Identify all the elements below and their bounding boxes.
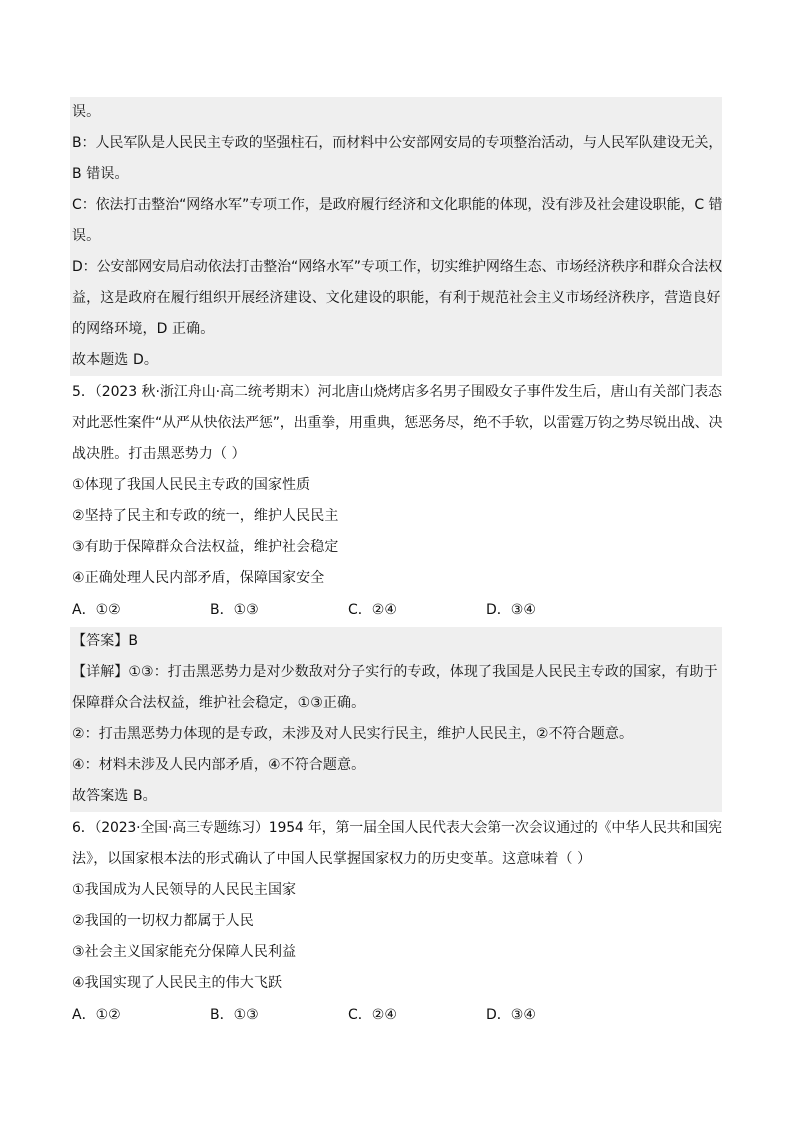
- q4-explanation-line: B：人民军队是人民民主专政的坚强柱石，而材料中公安部网安局的专项整治活动，与人民军队建设无关，: [72, 135, 723, 151]
- q4-conclusion-line: 故本题选 D。: [72, 352, 158, 368]
- q4-explanation-line: D：公安部网安局启动依法打击整治“网络水军”专项工作，切实维护网络生态、市场经济秩序和群众合法权: [72, 259, 723, 275]
- q4-explanation-line: B 错误。: [72, 166, 129, 182]
- q6-option-b: B．①③: [210, 1007, 259, 1023]
- q4-explanation-line: C：依法打击整治“网络水军”专项工作，是政府履行经济和文化职能的体现，没有涉及社会建设职能，C 错: [72, 197, 723, 213]
- q5-statement: ④正确处理人民内部矛盾，保障国家安全: [72, 570, 325, 586]
- q6-statement: ①我国成为人民领导的人民民主国家: [72, 882, 297, 898]
- q5-explanation-line: ②：打击黑恶势力体现的是专政，未涉及对人民实行民主，维护人民民主，②不符合题意。: [72, 726, 634, 742]
- q5-options: [72, 598, 722, 622]
- q5-conclusion-line: 故答案选 B。: [72, 788, 157, 804]
- q5-explanation-line: 【详解】①③：打击黑恶势力是对少数敌对分子实行的专政，体现了我国是人民民主专政的国家，有助于: [72, 664, 718, 680]
- q4-explanation-line: 误。: [72, 104, 101, 120]
- q6-statement: ②我国的一切权力都属于人民: [72, 913, 254, 929]
- q5-explanation-line: ④：材料未涉及人民内部矛盾，④不符合题意。: [72, 757, 366, 773]
- q5-option-d: D．③④: [486, 602, 536, 618]
- q5-answer: 【答案】B: [72, 633, 139, 649]
- q4-explanation-line: 的网络环境，D 正确。: [72, 321, 215, 337]
- q6-option-d: D．③④: [486, 1007, 536, 1023]
- q6-options: [72, 1003, 722, 1027]
- q4-explanation-line: 误。: [72, 228, 101, 244]
- q6-statement: ③社会主义国家能充分保障人民利益: [72, 944, 297, 960]
- q6-stem-line: 法》，以国家根本法的形式确认了中国人民掌握国家权力的历史变革。这意味着（ ）: [72, 851, 592, 867]
- q6-option-a: A．①②: [72, 1007, 121, 1023]
- q5-option-a: A．①②: [72, 602, 121, 618]
- q5-explanation-line: 保障群众合法权益，维护社会稳定，①③正确。: [72, 695, 366, 711]
- q5-option-c: C．②④: [348, 602, 397, 618]
- q5-stem-line: 5．（2023 秋·浙江舟山·高二统考期末）河北唐山烧烤店多名男子围殴女子事件发生后，唐山有关部门表态: [72, 384, 722, 400]
- q6-stem-line: 6．（2023·全国·高三专题练习）1954 年，第一届全国人民代表大会第一次会议通过的《中华人民共和国宪: [72, 820, 722, 836]
- q5-stem-line: 对此恶性案件“从严从快依法严惩”，出重拳，用重典，惩恶务尽，绝不手软，以雷霆万钧之势尽锐出战、决: [72, 415, 723, 431]
- q5-statement: ②坚持了民主和专政的统一，维护人民民主: [72, 508, 339, 524]
- q6-statement: ④我国实现了人民民主的伟大飞跃: [72, 975, 283, 991]
- q5-statement: ③有助于保障群众合法权益，维护社会稳定: [72, 539, 339, 555]
- q6-option-c: C．②④: [348, 1007, 397, 1023]
- q5-statement: ①体现了我国人民民主专政的国家性质: [72, 477, 311, 493]
- q4-explanation-line: 益，这是政府在履行组织开展经济建设、文化建设的职能，有利于规范社会主义市场经济秩序，营造良好: [72, 290, 721, 306]
- q5-stem-line: 战决胜。打击黑恶势力（ ）: [72, 446, 246, 462]
- q5-option-b: B．①③: [210, 602, 259, 618]
